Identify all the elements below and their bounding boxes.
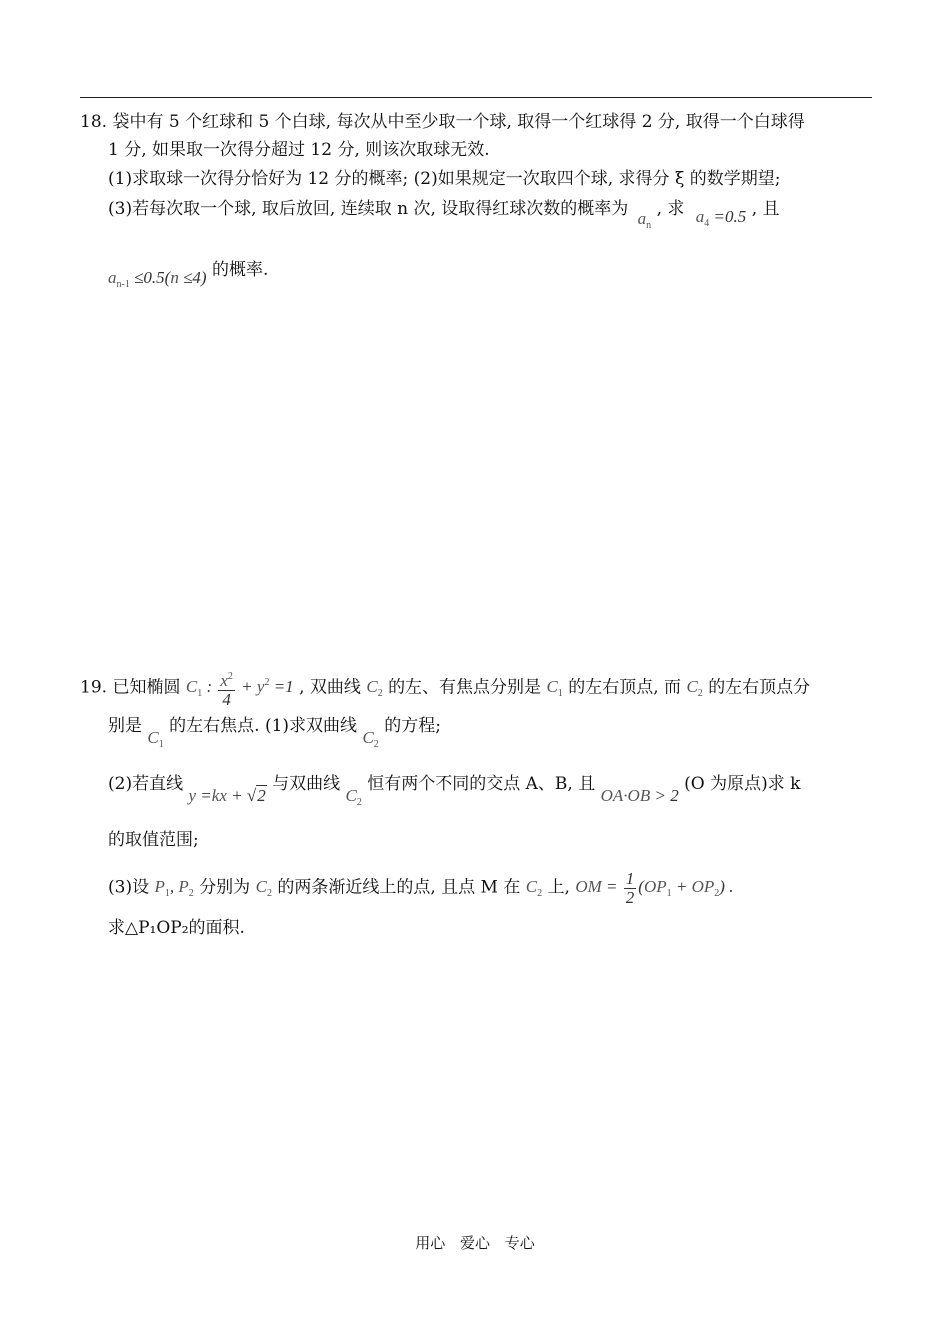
math-p1-p2: $P_1$, $P_2$ [154, 877, 194, 900]
q19-respectively: 分别为 [199, 877, 251, 898]
q19-line5 [108, 870, 733, 907]
math-om-equation: OM = $\frac{1}{2}$ $(OP_1 + OP_2)$ . [575, 869, 734, 907]
math-line-equation: y =kx + √2 [188, 786, 266, 805]
math-dot-product-condition: OA·OB > 2 [600, 786, 679, 805]
q19-line1 [80, 668, 810, 709]
q19-intersect-text: 恒有两个不同的交点 A、B, 且 [367, 774, 596, 794]
math-a4-eq: $a_4 =0.5$ [695, 207, 747, 229]
math-c2-e: $C_2$ [255, 877, 272, 900]
q19-with-hyperbola: 与双曲线 [272, 774, 341, 794]
math-a-n: $a_n$ [637, 209, 652, 231]
q18-and: , 且 [751, 199, 780, 219]
q19-line6: 求△P₁OP₂的面积. [108, 918, 245, 938]
q19-origin-text: (O 为原点)求 k [684, 774, 801, 794]
q19-equation-text: 的方程; [384, 716, 441, 736]
math-c1-a: $C_1$ [546, 677, 563, 700]
q18-line4 [108, 197, 780, 231]
q18-probability-text: 的概率. [212, 260, 269, 280]
math-c2-c: $C_2$ [362, 728, 379, 750]
math-c2-d: $C_2$ [345, 786, 362, 808]
q19-on: 上, [547, 877, 570, 898]
q19-vertices-text-2: 的左右顶点分 [708, 677, 811, 698]
q19-are: 别是 [108, 716, 142, 736]
top-rule [80, 97, 872, 98]
math-c2-f: $C_2$ [525, 877, 543, 900]
q19-vertices-text: 的左右顶点, 而 [568, 677, 682, 698]
math-c1-b: $C_1$ [147, 728, 164, 750]
math-ellipse-equation: $C_1$ : $\frac{x^2}{4}$ + $y^2 =1$ [186, 677, 294, 696]
q18-line2: 1 分, 如果取一次得分超过 12 分, 则该次取球无效. [108, 140, 490, 160]
math-a-n-minus-1-condition: $a_{n-1} \le 0.5(n \le 4)$ [108, 268, 207, 290]
q18-line5 [108, 258, 268, 289]
math-c2-a: $C_2$ [366, 677, 383, 700]
q19-part2-text: (2)若直线 [108, 774, 184, 794]
q18-part3-text: (3)若每次取一个球, 取后放回, 连续取 n 次, 设取得红球次数的概率为 [108, 199, 629, 219]
q18-line1: 18. 袋中有 5 个红球和 5 个白球, 每次从中至少取一个球, 取得一个红球得 2 分, 取得一个白球得 [80, 112, 805, 132]
q19-line3 [108, 772, 801, 808]
q19-part3-text: (3)设 [108, 877, 150, 898]
q19-part1-text: 的左右焦点. (1)求双曲线 [169, 716, 358, 736]
q18-line3: (1)求取球一次得分恰好为 12 分的概率; (2)如果规定一次取四个球, 求得分 ξ 的数学期望; [108, 169, 781, 189]
q19-line2 [108, 714, 441, 750]
page-footer: 用心 爱心 专心 [415, 1234, 535, 1252]
math-c2-b: $C_2$ [686, 677, 703, 700]
q19-hyperbola-text: , 双曲线 [299, 677, 361, 698]
q19-asymptote-text: 的两条渐近线上的点, 且点 M 在 [277, 877, 521, 898]
q19-foci-text: 的左、有焦点分别是 [388, 677, 542, 698]
q18-seek: , 求 [656, 199, 685, 219]
q19-line4: 的取值范围; [108, 830, 199, 850]
q19-intro: 19. 已知椭圆 [80, 677, 181, 698]
